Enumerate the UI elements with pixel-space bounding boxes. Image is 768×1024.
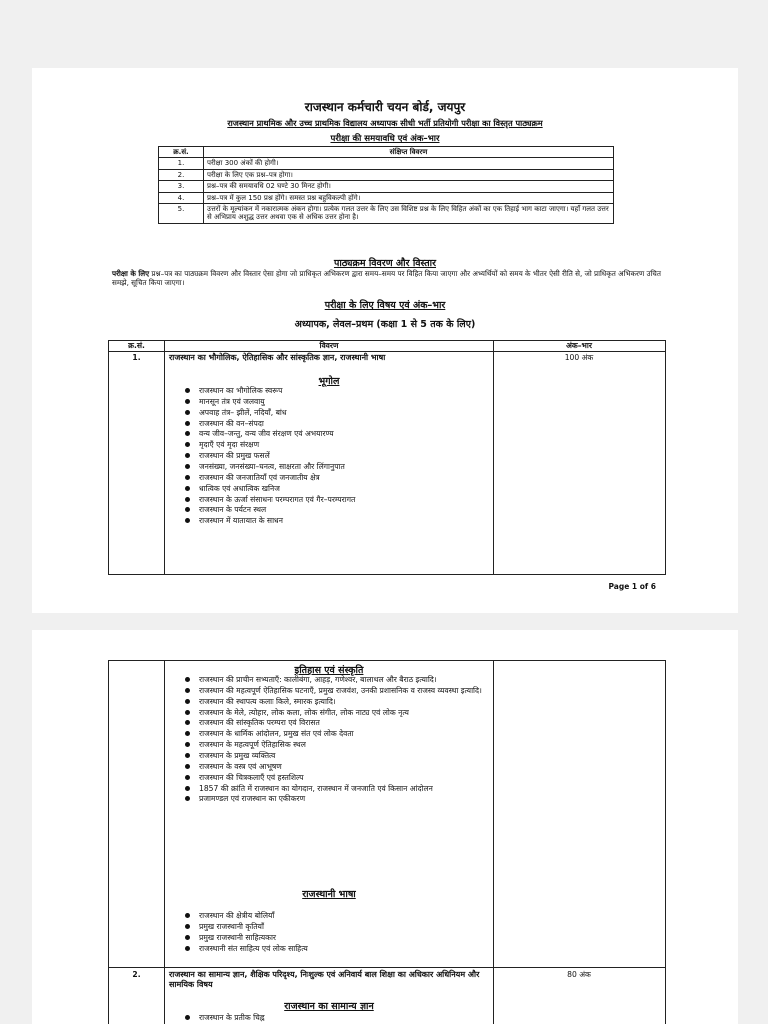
list-item-text: राजस्थान की सांस्कृतिक परम्परा एवं विरासत — [199, 718, 320, 728]
list-item — [183, 697, 489, 707]
col-header-description: संक्षिप्त विवरण — [204, 147, 614, 158]
rajasthani-language-list — [183, 911, 489, 954]
list-item — [183, 675, 489, 685]
geography-list — [183, 386, 487, 527]
bullet-icon — [185, 764, 190, 769]
list-item-text: धात्विक एवं अधात्विक खनिज — [199, 483, 280, 493]
bullet-icon — [185, 946, 190, 951]
bullet-icon — [185, 720, 190, 725]
cell-description: परीक्षा के लिए एक प्रश्न–पत्र होगा। — [204, 169, 614, 180]
list-item-text: प्रजामण्डल एवं राजस्थान का एकीकरण — [199, 794, 306, 804]
list-item — [183, 794, 489, 804]
list-item-text: राजस्थान का भौगोलिक स्वरूप — [199, 386, 283, 395]
row1-description: राजस्थान का भौगोलिक, ऐतिहासिक और सांस्कृतिक ज्ञान, राजस्थानी भाषा — [169, 353, 386, 362]
bullet-icon — [185, 935, 190, 940]
list-item-text: राजस्थान की प्राचीन सभ्यताएँ: कालीबंगा, आहड़, गणेश्वर, बालाथल और बैराठ इत्यादि। — [199, 675, 437, 684]
bullet-icon — [185, 924, 190, 929]
cell-sno: 1. — [159, 158, 204, 169]
list-item — [183, 419, 487, 429]
list-item-text: राजस्थान में यातायात के साधन — [199, 516, 283, 526]
list-item — [183, 386, 487, 396]
board-title: राजस्थान कर्मचारी चयन बोर्ड, जयपुर — [304, 100, 466, 114]
cell-description: परीक्षा 300 अंकों की होगी। — [204, 158, 614, 169]
bullet-icon — [185, 388, 190, 393]
list-item-text: राजस्थानी संत साहित्य एवं लोक साहित्य — [199, 943, 308, 953]
cell-description: प्रश्न–पत्र में कुल 150 प्रश्न होंगे। समस्त प्रश्न बहुविकल्पी होंगे। — [204, 192, 614, 203]
list-item — [183, 473, 487, 483]
bullet-icon — [185, 497, 190, 502]
row2-marks: 80 अंक — [567, 970, 591, 979]
page-number: Page 1 of 6 — [608, 582, 656, 591]
syllabus-paragraph — [112, 269, 674, 287]
list-item-text: राजस्थान के धार्मिक आंदोलन, प्रमुख संत एवं लोक देवता — [199, 729, 354, 739]
col-header-description: विवरण — [319, 341, 339, 350]
list-item-text: राजस्थान की क्षेत्रीय बोलियाँ — [199, 911, 275, 920]
list-item-text: मृदाएँ एवं मृदा संरक्षण — [199, 440, 260, 450]
bullet-icon — [185, 731, 190, 736]
bullet-icon — [185, 421, 190, 426]
bullet-icon — [185, 796, 190, 801]
list-item — [183, 729, 489, 739]
syllabus-subtitle: राजस्थान प्राथमिक और उच्च प्राथमिक विद्यालय अध्यापक सीधी भर्ती प्रतियोगी परीक्षा का विस्तृत पाठ्यक्रम — [227, 118, 543, 128]
cell-description: उत्तरों के मूल्यांकन में नकारात्मक अंकन होगा। प्रत्येक गलत उत्तर के लिए उस विशिष्ट प्रश्न के लिए विहित अंकों का एक तिहाई भाग काटा जाएगा। यहाँ गलत उत्तर से अभिप्राय अशुद्ध उत्तर अथवा एक से अधिक उत्तर होना है। — [204, 203, 614, 223]
list-item — [183, 718, 489, 728]
syllabus-table-continued — [108, 660, 666, 1024]
bullet-icon — [185, 464, 190, 469]
row2-description: राजस्थान का सामान्य ज्ञान, शैक्षिक परिदृश्य, निःशुल्क एवं अनिवार्य बाल शिक्षा का अधिकार अधिनियम और सामयिक विषय — [169, 970, 480, 989]
bullet-icon — [185, 699, 190, 704]
table-row — [159, 158, 614, 169]
bullet-icon — [185, 913, 190, 918]
bullet-icon — [185, 742, 190, 747]
list-item — [183, 740, 489, 750]
list-item-text: राजस्थान के प्रमुख व्यक्तित्व — [199, 751, 276, 761]
list-item — [183, 762, 489, 772]
bullet-icon — [185, 486, 190, 491]
list-item — [183, 944, 489, 954]
exam-summary-table — [158, 146, 614, 224]
bullet-icon — [185, 442, 190, 447]
table-row — [159, 169, 614, 180]
list-item — [183, 429, 487, 439]
section-subjects-marks: परीक्षा के लिए विषय एवं अंक–भार — [324, 300, 446, 311]
bullet-icon — [185, 507, 190, 512]
list-item-text: प्रमुख राजस्थानी साहित्यकार — [199, 932, 277, 942]
list-item — [183, 922, 489, 932]
list-item-text: राजस्थान के वस्त्र एवं आभूषण — [199, 761, 282, 771]
list-item — [183, 484, 487, 494]
section-level-one: अध्यापक, लेवल–प्रथम (कक्षा 1 से 5 तक के लिए) — [294, 319, 476, 330]
bullet-icon — [185, 775, 190, 780]
cell-sno: 2. — [159, 169, 204, 180]
bullet-icon — [185, 410, 190, 415]
bullet-icon — [185, 475, 190, 480]
cell-description: प्रश्न–पत्र की समयावधि 02 घण्टे 30 मिनट होगी। — [204, 181, 614, 192]
col-header-sno: क्र.सं. — [159, 147, 204, 158]
list-item — [183, 1013, 489, 1023]
list-item-text: राजस्थान की जनजातियाँ एवं जनजातीय क्षेत्र — [199, 472, 320, 482]
list-item — [183, 397, 487, 407]
list-item-text: राजस्थान की महत्वपूर्ण ऐतिहासिक घटनाएँ, प्रमुख राजवंश, उनकी प्रशासनिक व राजस्व व्यवस्था इत्यादि। — [199, 685, 482, 695]
list-item — [183, 505, 487, 515]
row2-sno: 2. — [132, 970, 141, 979]
section-duration-marks: परीक्षा की समयावधि एवं अंक–भार — [330, 134, 440, 144]
col-header-sno: क्र.सं. — [128, 341, 145, 350]
bullet-icon — [185, 677, 190, 682]
bullet-icon — [185, 786, 190, 791]
list-item-text: राजस्थान के ऊर्जा संसाधनः परम्परागत एवं गैर–परम्परागत — [199, 494, 356, 504]
list-item — [183, 516, 487, 526]
list-item — [183, 933, 489, 943]
geography-heading: भूगोल — [318, 376, 340, 387]
list-item-text: राजस्थान के मेले, त्योहार, लोक कला, लोक संगीत, लोक नाट्य एवं लोक नृत्य — [199, 707, 409, 717]
bullet-icon — [185, 1015, 190, 1020]
list-item-text: राजस्थान की वन–संपदा — [199, 418, 264, 428]
col-header-marks: अंक–भार — [566, 341, 592, 350]
cell-sno: 5. — [159, 203, 204, 223]
list-item-text: मानसून तंत्र एवं जलवायु — [199, 396, 265, 406]
list-item-text: वन्य जीव–जन्तु, वन्य जीव संरक्षण एवं अभयारण्य — [199, 429, 334, 439]
list-item-text: अपवाह तंत्र– झीलें, नदियाँ, बांध — [199, 407, 287, 417]
rajasthan-gk-heading: राजस्थान का सामान्य ज्ञान — [284, 1001, 374, 1012]
list-item-text: राजस्थान के महत्वपूर्ण ऐतिहासिक स्थल — [199, 740, 306, 750]
list-item — [183, 751, 489, 761]
cell-sno: 3. — [159, 181, 204, 192]
list-item-text: जनसंख्या, जनसंख्या–घनत्व, साक्षरता और लिंगानुपात — [199, 462, 345, 472]
rajasthani-language-heading: राजस्थानी भाषा — [302, 889, 356, 900]
list-item — [183, 440, 487, 450]
table-row — [159, 181, 614, 192]
list-item — [183, 408, 487, 418]
list-item-text: राजस्थान की प्रमुख फसलें — [199, 451, 270, 461]
list-item — [183, 686, 489, 696]
table-row — [159, 192, 614, 203]
paragraph-lead: परीक्षा के लिए — [112, 269, 150, 278]
list-item — [183, 773, 489, 783]
rajasthan-gk-list — [183, 1013, 489, 1024]
row1-marks: 100 अंक — [564, 353, 594, 362]
list-item-text: राजस्थान के प्रतीक चिह्न — [199, 1013, 265, 1022]
bullet-icon — [185, 753, 190, 758]
list-item-text: राजस्थान की चित्रकलाएँ एवं हस्तशिल्प — [199, 772, 304, 782]
history-culture-list — [183, 675, 489, 805]
cell-sno: 4. — [159, 192, 204, 203]
list-item — [183, 911, 489, 921]
list-item — [183, 784, 489, 794]
table-row — [159, 203, 614, 223]
syllabus-table — [108, 340, 666, 575]
list-item-text: 1857 की क्रांति में राजस्थान का योगदान, राजस्थान में जनजाति एवं किसान आंदोलन — [199, 783, 433, 793]
bullet-icon — [185, 399, 190, 404]
list-item — [183, 462, 487, 472]
list-item-text: राजस्थान की स्थापत्य कलाः किले, स्मारक इत्यादि। — [199, 696, 336, 706]
document-page-1 — [32, 68, 738, 613]
bullet-icon — [185, 710, 190, 715]
list-item — [183, 708, 489, 718]
row1-sno: 1. — [132, 353, 141, 362]
history-culture-heading: इतिहास एवं संस्कृति — [294, 665, 364, 676]
list-item — [183, 495, 487, 505]
bullet-icon — [185, 453, 190, 458]
bullet-icon — [185, 688, 190, 693]
paragraph-text: प्रश्न–पत्र का पाठ्यक्रम विवरण और विस्तार ऐसा होगा जो प्राधिकृत अभिकरण द्वारा समय–समय पर विहित किया जाएगा और अभ्यर्थियों को समय के भीतर ऐसी रीति से, जो प्राधिकृत अभिकरण उचित समझे, सूचित किया जाएगा। — [112, 269, 661, 287]
bullet-icon — [185, 431, 190, 436]
bullet-icon — [185, 518, 190, 523]
list-item-text: राजस्थान के पर्यटन स्थल — [199, 505, 267, 515]
section-syllabus-details: पाठ्यक्रम विवरण और विस्तार — [333, 258, 437, 269]
list-item — [183, 451, 487, 461]
document-page-2 — [32, 630, 738, 1024]
list-item-text: प्रमुख राजस्थानी कृतियाँ — [199, 921, 264, 931]
